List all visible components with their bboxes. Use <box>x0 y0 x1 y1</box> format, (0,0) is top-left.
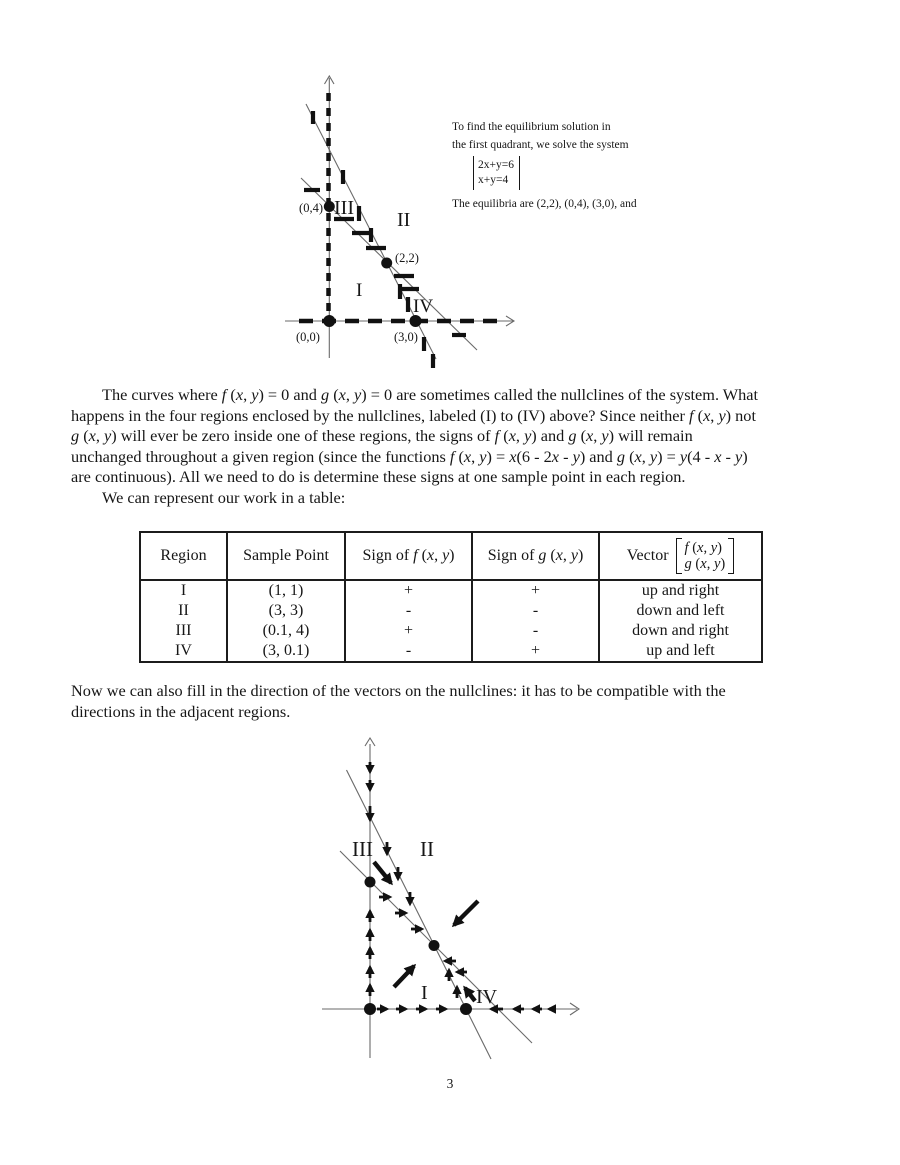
point-label-2-2: (2,2) <box>395 251 419 265</box>
point-label-0-4: (0,4) <box>299 201 323 215</box>
region-label-I: I <box>356 280 363 301</box>
note-line: To find the equilibrium solution in <box>452 121 611 133</box>
col-header-vector <box>599 532 762 580</box>
equilibrium-dot-0-0 <box>323 315 335 327</box>
vector-top-entry: f (x, y) <box>684 540 722 556</box>
cell-sample: (0.1, 4) <box>227 621 345 641</box>
cell-region: II <box>178 602 189 619</box>
region-label-II: II <box>397 209 411 231</box>
region-label-III: III <box>334 197 354 219</box>
up-right-arrow-icon <box>394 966 414 987</box>
cell-vector: down and right <box>599 621 762 641</box>
vector-bottom-entry: g (x, y) <box>684 556 726 572</box>
note-line: the first quadrant, we solve the system <box>452 139 629 151</box>
paragraph-line: unchanged throughout a given region (since the functions f (x, y) = x(6 - 2x - y) and g (x, y) = y(4 - x - y) <box>71 446 748 466</box>
paragraph-line: The curves where f (x, y) = 0 and g (x, y) = 0 are sometimes called the nullclines of the system. What <box>102 385 759 404</box>
vector-label: Vector <box>626 547 669 564</box>
bottom-phase-diagram <box>295 732 585 1064</box>
equilibrium-dot-3-0 <box>460 1003 472 1015</box>
bracket-left-icon <box>676 538 682 574</box>
cell-vector: down and left <box>599 601 762 621</box>
point-label-0-0: (0,0) <box>296 330 320 344</box>
top-phase-diagram <box>280 64 520 370</box>
bracket-right-icon <box>728 538 734 574</box>
table-row <box>140 601 762 621</box>
equilibrium-dot-0-0 <box>364 1003 376 1015</box>
cell-sign-g: - <box>472 601 599 621</box>
up-left-arrow-icon <box>465 988 475 1001</box>
equilibrium-dot-2-2 <box>429 940 440 951</box>
cell-sign-f: + <box>345 580 472 601</box>
line-2x-plus-y-6 <box>347 770 492 1059</box>
cell-region: IV <box>175 642 192 659</box>
page-number: 3 <box>446 1076 454 1091</box>
cell-sample: (1, 1) <box>227 580 345 601</box>
paragraph-line: directions in the adjacent regions. <box>71 701 291 721</box>
table-row <box>140 621 762 641</box>
down-right-arrow-icon <box>374 862 391 883</box>
cell-vector: up and right <box>599 580 762 601</box>
col-header-sign-f: Sign of f (x, y) <box>345 532 472 580</box>
equation-system <box>473 156 520 190</box>
note-line: The equilibria are (2,2), (0,4), (3,0), and <box>452 198 637 210</box>
vector-stack <box>685 538 726 574</box>
table-header-row <box>140 532 762 580</box>
cell-sign-f: - <box>345 641 472 662</box>
cell-region: III <box>175 622 192 639</box>
region-label-III: III <box>352 837 373 861</box>
vector-header <box>600 538 761 574</box>
down-left-arrow-icon <box>454 901 478 925</box>
paragraph-line: happens in the four regions enclosed by the nullclines, labeled (I) to (IV) above? Since neither f (x, y) not <box>71 405 756 425</box>
region-label-IV: IV <box>476 986 498 1008</box>
cell-sample: (3, 3) <box>227 601 345 621</box>
region-label-II: II <box>420 837 434 861</box>
cell-sign-f: - <box>345 601 472 621</box>
cell-region: I <box>180 582 187 599</box>
table-row <box>140 641 762 662</box>
equation-2: x+y=4 <box>478 174 509 186</box>
paragraph-line: are continuous). All we need to do is determine these signs at one sample point in each region. <box>71 467 686 487</box>
cell-vector: up and left <box>599 641 762 662</box>
equilibrium-dot-0-4 <box>365 877 376 888</box>
equilibrium-dot-2-2 <box>381 258 392 269</box>
nullcline-arrows <box>370 762 556 1009</box>
cell-sign-g: + <box>472 641 599 662</box>
sign-table <box>139 531 763 663</box>
region-vector-arrows <box>374 862 478 1001</box>
paragraph-line: Now we can also fill in the direction of the vectors on the nullclines: it has to be compatible with the <box>71 681 726 700</box>
cell-sign-g: + <box>472 580 599 601</box>
cell-sign-f: + <box>345 621 472 641</box>
paragraph-directions <box>71 681 871 723</box>
cell-sign-g: - <box>472 621 599 641</box>
col-header-sign-g: Sign of g (x, y) <box>472 532 599 580</box>
cell-sample: (3, 0.1) <box>227 641 345 662</box>
figure-note <box>452 118 637 213</box>
col-header-region: Region <box>140 532 227 580</box>
paragraph-nullclines <box>71 385 871 509</box>
paragraph-line: g (x, y) will ever be zero inside one of these regions, the signs of f (x, y) and g (x, y) will remain <box>71 426 693 446</box>
col-header-sample-point: Sample Point <box>227 532 345 580</box>
equation-1: 2x+y=6 <box>478 159 514 171</box>
table-row <box>140 580 762 601</box>
point-label-3-0: (3,0) <box>394 330 418 344</box>
paragraph-line: We can represent our work in a table: <box>102 487 346 507</box>
region-label-I: I <box>421 982 428 1004</box>
region-label-IV: IV <box>413 296 434 317</box>
